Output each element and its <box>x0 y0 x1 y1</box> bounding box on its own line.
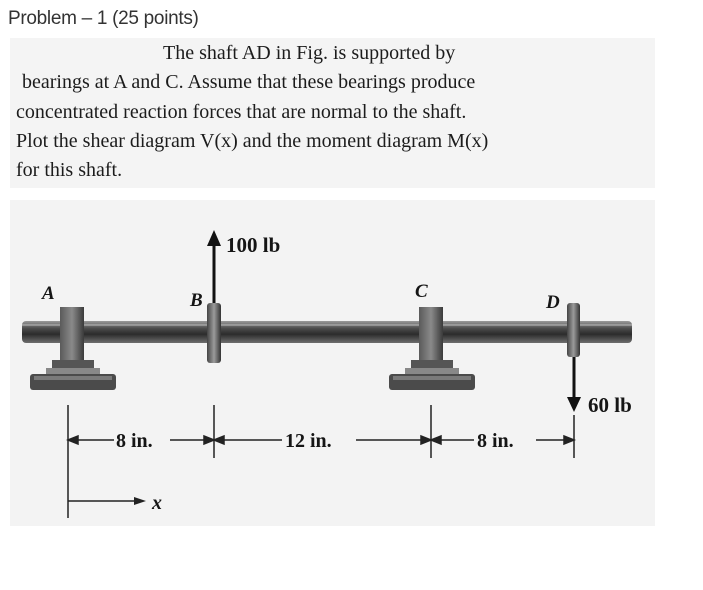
problem-line-5: for this shaft. <box>16 159 123 181</box>
label-force-b: 100 lb <box>226 233 281 257</box>
collar-b <box>207 303 221 363</box>
label-dim-ab: 8 in. <box>116 430 153 452</box>
force-arrow-b <box>207 230 221 303</box>
problem-heading: Problem – 1 (25 points) <box>8 8 199 29</box>
problem-line-2: bearings at A and C. Assume that these bearings produce <box>22 71 476 93</box>
label-force-d: 60 lb <box>588 393 632 417</box>
label-point-b: B <box>190 290 203 311</box>
label-point-d: D <box>546 292 560 313</box>
bearing-a <box>30 307 116 390</box>
problem-line-3: concentrated reaction forces that are normal to the shaft. <box>16 101 467 123</box>
label-dim-bc: 12 in. <box>285 430 332 452</box>
shaft-figure <box>10 200 655 526</box>
problem-line-1: The shaft AD in Fig. is supported by <box>163 42 456 64</box>
label-x-axis: x <box>152 492 162 514</box>
label-point-c: C <box>415 281 428 302</box>
label-point-a: A <box>42 283 55 304</box>
label-dim-cd: 8 in. <box>477 430 514 452</box>
problem-line-4: Plot the shear diagram V(x) and the moment diagram M(x) <box>16 130 489 152</box>
bearing-c <box>389 307 475 390</box>
shaft-diagram <box>10 200 655 526</box>
x-axis-arrow <box>68 497 146 505</box>
problem-statement <box>10 38 655 188</box>
shaft <box>22 321 632 343</box>
collar-d <box>567 303 580 357</box>
force-arrow-d <box>567 357 581 412</box>
